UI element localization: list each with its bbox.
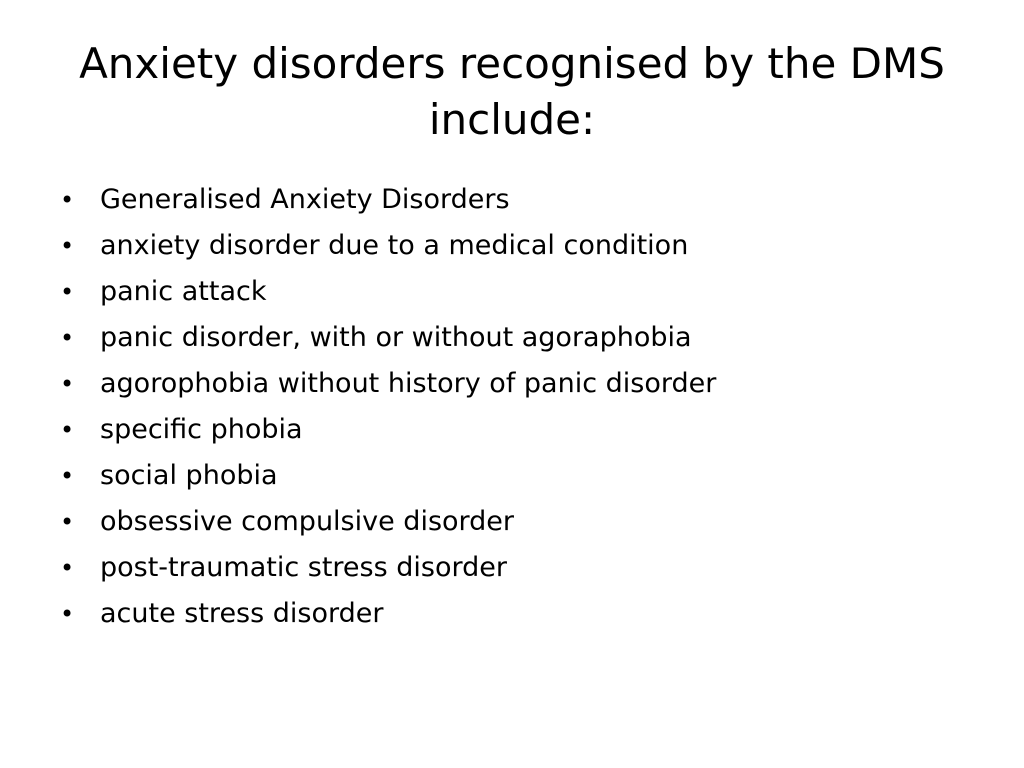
bullet-icon: • (60, 462, 75, 490)
list-item (56, 223, 986, 269)
bullet-icon: • (60, 508, 75, 536)
list-item (56, 499, 986, 545)
list-item-text: panic attack (100, 276, 267, 307)
list-item-text: post-traumatic stress disorder (100, 552, 507, 583)
list-item-text: agorophobia without history of panic disorder (100, 368, 717, 399)
list-item-text: obsessive compulsive disorder (100, 506, 515, 537)
list-item (56, 591, 986, 637)
list-item (56, 315, 986, 361)
list-item (56, 545, 986, 591)
list-item-text: specific phobia (100, 414, 303, 445)
bullet-icon: • (60, 232, 75, 260)
list-item (56, 361, 986, 407)
bullet-icon: • (60, 324, 75, 352)
list-item (56, 407, 986, 453)
list-item (56, 177, 986, 223)
list-item-text: acute stress disorder (100, 598, 384, 629)
list-item (56, 269, 986, 315)
bullet-icon: • (60, 416, 75, 444)
bullet-icon: • (60, 554, 75, 582)
bullet-icon: • (60, 600, 75, 628)
list-item-text: social phobia (100, 460, 278, 491)
bullet-icon: • (60, 370, 75, 398)
bullet-icon: • (60, 278, 75, 306)
list-item-text: panic disorder, with or without agoraphobia (100, 322, 692, 353)
list-item-text: Generalised Anxiety Disorders (100, 184, 510, 215)
bullet-icon: • (60, 186, 75, 214)
slide-title: Anxiety disorders recognised by the DMS include: (79, 39, 945, 144)
bullet-list (56, 177, 986, 637)
list-item (56, 453, 986, 499)
list-item-text: anxiety disorder due to a medical condition (100, 230, 689, 261)
